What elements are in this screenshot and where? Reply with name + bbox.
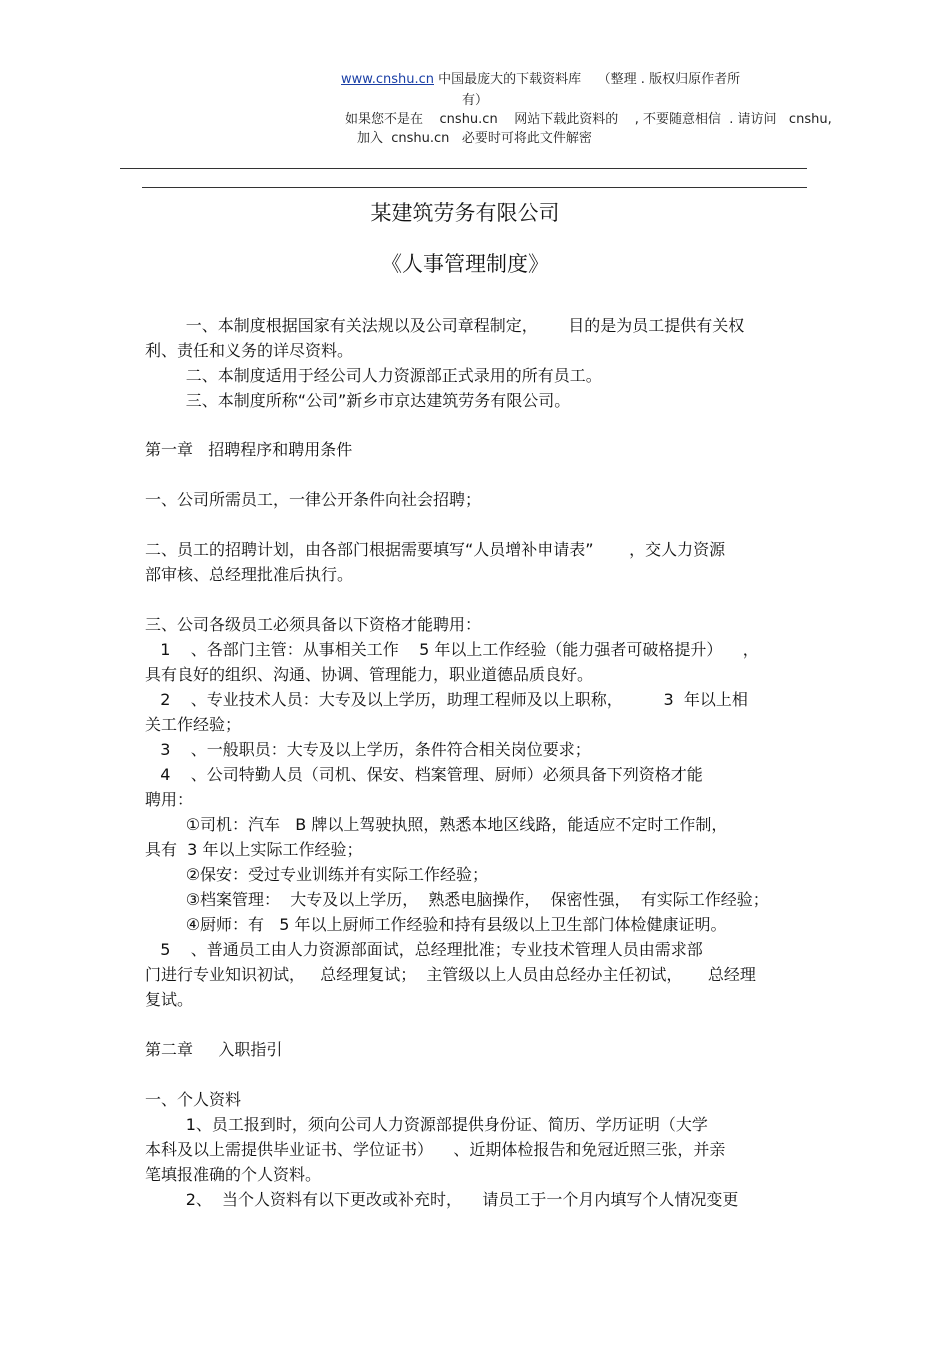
- body-line: 聘用：: [145, 790, 194, 809]
- body-line: 具有良好的组织、沟通、协调、管理能力，职业道德品质良好。: [145, 665, 594, 684]
- body-line: 2 、专业技术人员：大专及以上学历，助理工程师及以上职称， 3 年以上相: [145, 690, 748, 709]
- body-line: ③档案管理： 大专及以上学历， 熟悉电脑操作， 保密性强， 有实际工作经验；: [145, 890, 769, 909]
- body-line: 三、本制度所称“公司”新乡市京达建筑劳务有限公司。: [145, 391, 571, 410]
- header-line-2: 有）: [462, 93, 489, 108]
- body-line: 一、本制度根据国家有关法规以及公司章程制定， 目的是为员工提供有关权: [145, 316, 745, 335]
- body-line: 2、 当个人资料有以下更改或补充时， 请员工于一个月内填写个人情况变更: [145, 1190, 739, 1209]
- body-line: 1 、各部门主管：从事相关工作 5 年以上工作经验（能力强者可破格提升） ，: [145, 640, 759, 659]
- header-line-3: 如果您不是在 cnshu.cn 网站下载此资料的 , 不要随意相信 . 请访问 cnshu,: [345, 112, 832, 127]
- body-line: ①司机：汽车 B 牌以上驾驶执照，熟悉本地区线路，能适应不定时工作制，: [145, 815, 728, 834]
- body-line: 部审核、总经理批准后执行。: [145, 565, 354, 584]
- body-line: 复试。: [145, 990, 194, 1009]
- body-line: 3 、一般职员：大专及以上学历，条件符合相关岗位要求；: [145, 740, 591, 759]
- site-link[interactable]: www.cnshu.cn: [341, 72, 434, 87]
- company-name: 某建筑劳务有限公司: [370, 201, 560, 225]
- body-line: 二、员工的招聘计划，由各部门根据需要填写“人员增补申请表” ，交人力资源: [145, 540, 726, 559]
- body-line: 具有 3 年以上实际工作经验；: [145, 840, 363, 859]
- document-title: 《人事管理制度》: [381, 252, 549, 276]
- body-line: 笔填报准确的个人资料。: [145, 1165, 322, 1184]
- body-line: 二、本制度适用于经公司人力资源部正式录用的所有员工。: [145, 366, 602, 385]
- header-line-1: [341, 72, 740, 88]
- header-line-1-text: 中国最庞大的下载资料库 （整理 . 版权归原作者所: [438, 72, 741, 87]
- body-line: 关工作经验；: [145, 715, 242, 734]
- body-line: 5 、普通员工由人力资源部面试，总经理批准；专业技术管理人员由需求部: [145, 940, 703, 959]
- body-line: 4 、公司特勤人员（司机、保安、档案管理、厨师）必须具备下列资格才能: [145, 765, 703, 784]
- body-line: 1、员工报到时，须向公司人力资源部提供身份证、简历、学历证明（大学: [145, 1115, 708, 1134]
- body-line: 一、公司所需员工，一律公开条件向社会招聘；: [145, 490, 482, 509]
- body-line: 一、个人资料: [145, 1090, 242, 1109]
- chapter-heading: 第二章 入职指引: [145, 1040, 283, 1059]
- body-line: ④厨师：有 5 年以上厨师工作经验和持有县级以上卫生部门体检健康证明。: [145, 915, 727, 934]
- body-line: 利、责任和义务的详尽资料。: [145, 341, 354, 360]
- chapter-heading: 第一章 招聘程序和聘用条件: [145, 440, 353, 459]
- header-line-4: 加入 cnshu.cn 必要时可将此文件解密: [357, 131, 592, 146]
- header-divider-top: [120, 168, 807, 169]
- body-line: 三、公司各级员工必须具备以下资格才能聘用：: [145, 615, 482, 634]
- body-line: ②保安：受过专业训练并有实际工作经验；: [145, 865, 489, 884]
- header-divider-bottom: [142, 187, 807, 188]
- body-line: 门进行专业知识初试， 总经理复试； 主管级以上人员由总经办主任初试， 总经理: [145, 965, 756, 984]
- body-line: 本科及以上需提供毕业证书、学位证书） 、近期体检报告和免冠近照三张，并亲: [145, 1140, 726, 1159]
